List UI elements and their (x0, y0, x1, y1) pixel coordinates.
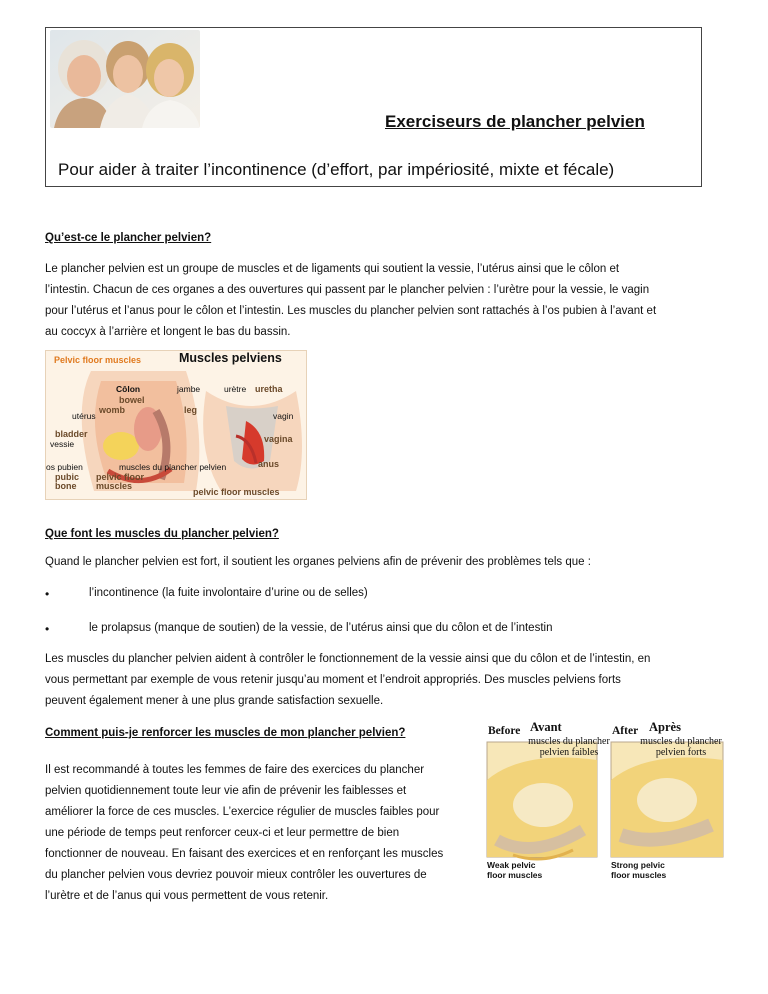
label-muscles-faibles: muscles du plancher pelvien faibles (528, 736, 610, 758)
label-uretre: urètre (224, 384, 247, 394)
label-jambe: jambe (177, 384, 201, 394)
label-urethra: uretha (255, 384, 283, 394)
label-weak-muscles: Weak pelvic floor muscles (487, 860, 543, 880)
pelvic-floor-diagram (45, 350, 307, 500)
paragraph-line: Le plancher pelvien est un groupe de muscles et de ligaments qui soutient la vessie, l’utérus ainsi que le côlon et (45, 263, 620, 275)
paragraph-line: Les muscles du plancher pelvien aident à contrôler le fonctionnement de la vessie ainsi que du côlon et de l’intestin, en (45, 653, 651, 665)
diagram-title-fr: Muscles pelviens (179, 351, 282, 365)
section-paragraph-what-do (45, 649, 745, 712)
paragraph-line: vous permettant par exemple de vous retenir jusqu’au moment et l’endroit appropriés. Des muscles pelviens forts (45, 674, 621, 686)
label-before: Before (488, 725, 521, 737)
bullet-dot: • (45, 622, 50, 636)
label-os-pubien: os pubien (46, 462, 83, 472)
paragraph-line: pour l’utérus et l’anus pour le côlon et l’intestin. Les muscles du plancher pelvien sont rattachés à l’os pubien à l’avant et (45, 305, 657, 317)
section-paragraph-what-is (45, 259, 735, 343)
label-after: After (612, 725, 639, 737)
label-muscles-forts: muscles du plancher pelvien forts (640, 736, 722, 758)
label-bowel: bowel (119, 395, 145, 405)
section-heading-what-is: Qu’est-ce le plancher pelvien? (45, 232, 212, 244)
label-avant: Avant (530, 720, 562, 734)
label-bladder: bladder (55, 429, 88, 439)
before-after-illustration (483, 720, 728, 885)
bullet-dot: • (45, 587, 50, 601)
label-pelvic-floor-muscles: pelvic floor muscles (193, 487, 280, 497)
label-vagin: vagin (273, 411, 294, 421)
document-title: Exerciseurs de plancher pelvien (385, 112, 645, 131)
paragraph-line: peuvent également mener à une plus grande satisfaction sexuelle. (45, 695, 384, 707)
paragraph-line: améliorer la force de ces muscles. L’exercice régulier de muscles faibles pour (45, 806, 440, 818)
paragraph-line: au coccyx à l’arrière et longent le bas du bassin. (45, 326, 291, 338)
diagram-title-en: Pelvic floor muscles (54, 355, 142, 365)
bullet-item: le prolapsus (manque de soutien) de la vessie, de l’utérus ainsi que du côlon et de l’intestin (89, 622, 553, 634)
paragraph-line: l’urètre et de l’anus qui vous permettent de vous retenir. (45, 890, 329, 902)
paragraph-line: Il est recommandé à toutes les femmes de faire des exercices du plancher (45, 764, 425, 776)
label-pelvic-floor: pelvic floor muscles (96, 472, 145, 491)
document-subtitle: Pour aider à traiter l’incontinence (d’effort, par impériosité, mixte et fécale) (58, 160, 615, 179)
paragraph-line: pelvien quotidiennement toute leur vie afin de prévenir les faiblesses et (45, 785, 407, 797)
label-vessie: vessie (50, 439, 75, 449)
section-intro-what-do: Quand le plancher pelvien est fort, il soutient les organes pelviens afin de prévenir des problèmes tels que : (45, 556, 591, 568)
label-colon: Côlon (116, 384, 141, 394)
bullet-item: l’incontinence (la fuite involontaire d’urine ou de selles) (89, 587, 368, 599)
paragraph-line: fonctionner de nouveau. En faisant des exercices et en renforçant les muscles (45, 848, 444, 860)
paragraph-line: l’intestin. Chacun de ces organes a des ouvertures qui passent par le plancher pelvien : l’urètre pour la vessie, le vagin (45, 284, 650, 296)
label-leg: leg (184, 405, 198, 415)
label-anus: anus (258, 459, 280, 469)
women-photo (50, 30, 200, 128)
label-womb: womb (99, 405, 125, 415)
label-apres: Après (649, 720, 681, 734)
paragraph-line: une période de temps peut renforcer ceux-ci et leur permettre de bien (45, 827, 400, 839)
section-heading-how-to: Comment puis-je renforcer les muscles de mon plancher pelvien? (45, 727, 406, 739)
section-paragraph-how-to (45, 760, 485, 907)
label-uterus: utérus (72, 411, 96, 421)
section-heading-what-do: Que font les muscles du plancher pelvien? (45, 528, 279, 540)
label-muscles-plancher: muscles du plancher pelvien (119, 462, 227, 472)
label-strong-muscles: Strong pelvic floor muscles (611, 860, 667, 880)
paragraph-line: du plancher pelvien vous devriez pouvoir mieux contrôler les ouvertures de (45, 869, 427, 881)
label-vagina: vagina (264, 434, 293, 444)
label-pubic-bone: pubic bone (55, 472, 79, 491)
